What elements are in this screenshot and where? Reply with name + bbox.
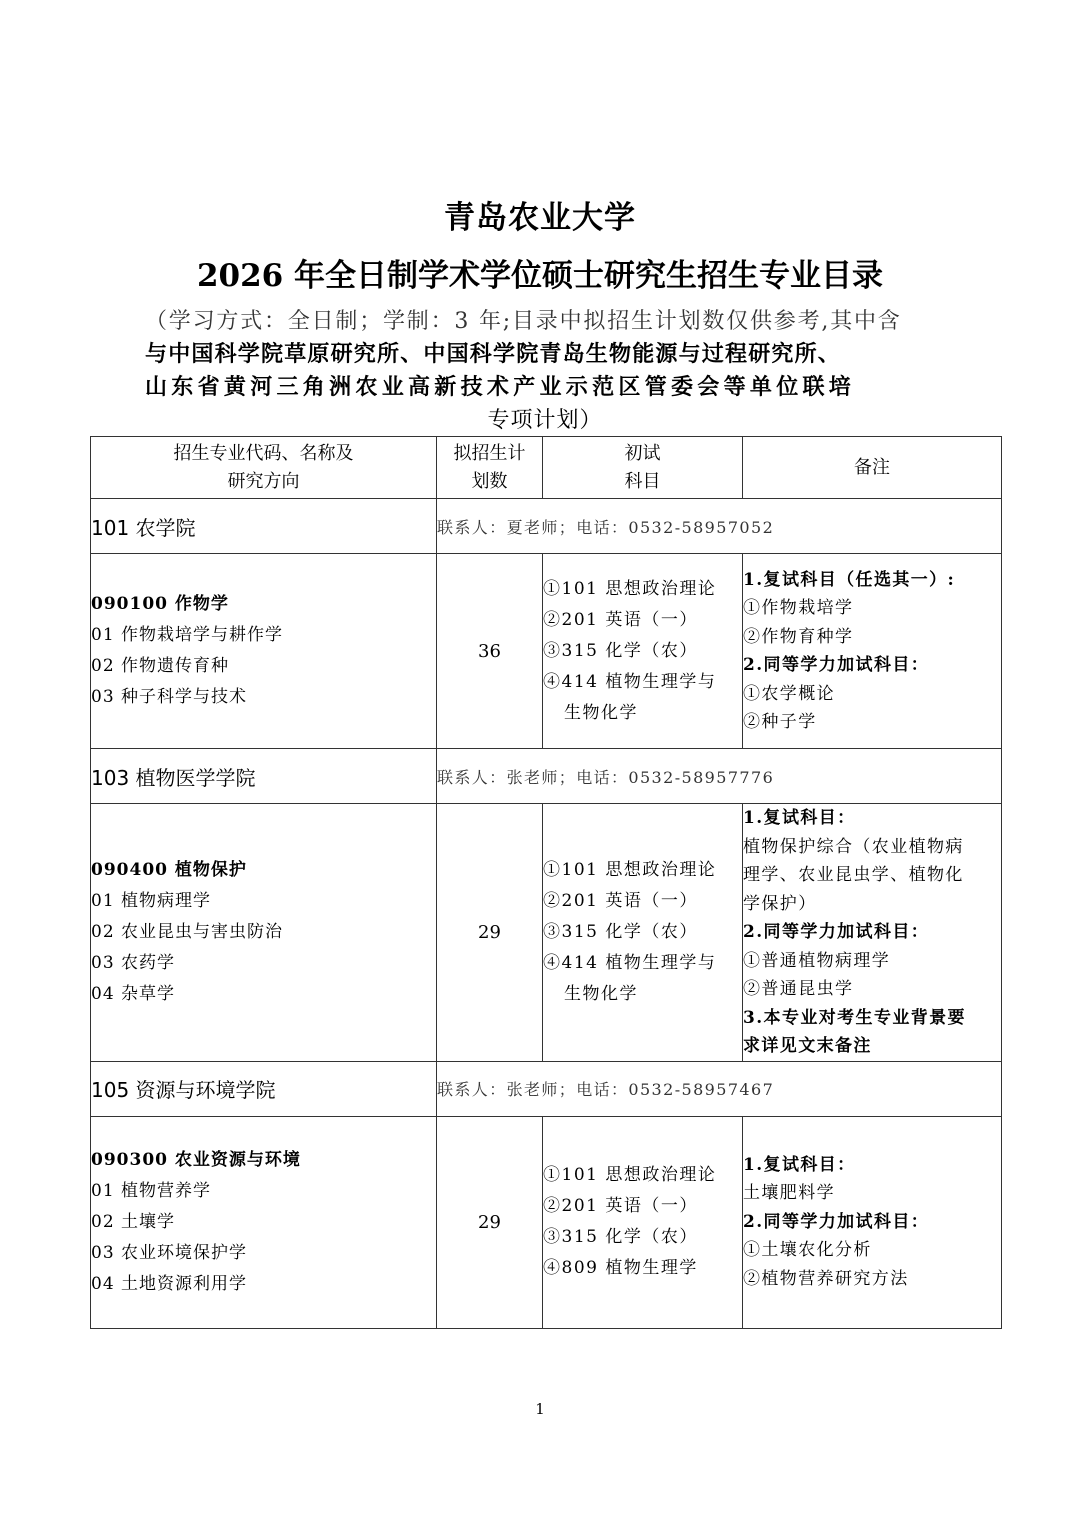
- notes-cell: [743, 804, 1002, 1062]
- institute-contact: 联系人：张老师；电话：0532-58957467: [437, 1061, 1002, 1116]
- major-title: 090300 农业资源与环境: [91, 1149, 301, 1170]
- note-line: ②普通昆虫学: [743, 979, 854, 999]
- major-cell: [91, 1116, 437, 1328]
- note-line: ②种子学: [743, 712, 817, 732]
- note-line: 土壤肥料学: [743, 1183, 835, 1204]
- major-title: 090400 植物保护: [91, 859, 247, 880]
- research-direction: 01 植物营养学: [91, 1180, 212, 1201]
- header-exam: [543, 437, 743, 499]
- note-line: 植物保护综合（农业植物病: [743, 836, 964, 857]
- research-direction: 02 土壤学: [91, 1211, 176, 1232]
- research-direction: 03 农药学: [91, 952, 176, 973]
- notes-cell: [743, 1116, 1002, 1328]
- major-cell: [91, 804, 437, 1062]
- note-line: 1.复试科目（任选其一）:: [743, 569, 956, 590]
- header-notes: [743, 437, 1002, 499]
- exam-subject: ①101 思想政治理论: [543, 859, 717, 880]
- research-direction: 03 种子科学与技术: [91, 687, 248, 707]
- note-line: 理学、农业昆虫学、植物化: [743, 865, 964, 885]
- note-line: （学习方式：全日制；学制：3 年;目录中拟招生计划数仅供参考,其中含: [145, 309, 902, 334]
- note-line: ①农学概论: [743, 683, 835, 704]
- note-line: 3.本专业对考生专业背景要: [743, 1007, 966, 1028]
- research-direction: 03 农业环境保护学: [91, 1242, 248, 1263]
- exam-subjects: [543, 804, 743, 1062]
- exam-subject: ②201 英语（一）: [543, 609, 698, 630]
- institute-contact: 联系人：夏老师；电话：0532-58957052: [437, 499, 1002, 554]
- exam-subject: ③315 化学（农）: [543, 1227, 698, 1247]
- header-text: 研究方向: [227, 470, 300, 492]
- major-cell: [91, 554, 437, 749]
- exam-subject: ①101 思想政治理论: [543, 1165, 717, 1185]
- research-direction: 01 植物病理学: [91, 890, 212, 911]
- note-line: ②植物营养研究方法: [743, 1268, 909, 1289]
- header-quota: [437, 437, 543, 499]
- research-direction: 04 杂草学: [91, 983, 176, 1004]
- note-line: 求详见文末备注: [743, 1036, 872, 1056]
- header-text: 初试: [624, 442, 661, 464]
- enrollment-catalog-table: [90, 436, 1002, 1329]
- exam-subject: ④809 植物生理学: [543, 1258, 698, 1278]
- note-line: 1.复试科目：: [743, 808, 856, 828]
- note-line: 与中国科学院草原研究所、中国科学院青岛生物能源与过程研究所、: [145, 341, 842, 367]
- exam-subject: ④414 植物生理学与: [543, 671, 717, 692]
- note-line: 2.同等学力加试科目：: [743, 922, 930, 942]
- note-line: 山东省黄河三角洲农业高新技术产业示范区管委会等单位联培: [145, 374, 856, 400]
- note-line: 学保护）: [743, 893, 817, 914]
- note-line: ②作物育种学: [743, 626, 854, 647]
- institute-row: [91, 749, 1002, 804]
- note-line: 2.同等学力加试科目：: [743, 1211, 930, 1232]
- note-line: ①普通植物病理学: [743, 950, 891, 971]
- major-row: [91, 804, 1002, 1062]
- research-direction: 01 作物栽培学与耕作学: [91, 625, 284, 645]
- table-header-row: [91, 437, 1002, 499]
- quota-value: 29: [437, 804, 543, 1062]
- institute-row: [91, 499, 1002, 554]
- header-text: 招生专业代码、名称及: [173, 442, 354, 464]
- quota-value: 36: [437, 554, 543, 749]
- note-line: ①作物栽培学: [743, 598, 854, 618]
- header-major: [91, 437, 437, 499]
- exam-subject: ②201 英语（一）: [543, 1196, 698, 1216]
- institute-name: 105 资源与环境学院: [91, 1061, 437, 1116]
- page-number: 1: [535, 1400, 545, 1418]
- header-text: 划数: [471, 470, 508, 492]
- exam-subject: 生物化学: [564, 702, 638, 723]
- exam-subject: ③315 化学（农）: [543, 640, 698, 661]
- exam-subject: ①101 思想政治理论: [543, 578, 717, 599]
- exam-subject: ②201 英语（一）: [543, 890, 698, 911]
- major-title: 090100 作物学: [91, 594, 229, 614]
- note-line: 专项计划）: [487, 408, 603, 433]
- notes-cell: [743, 554, 1002, 749]
- university-title: 青岛农业大学: [444, 200, 636, 236]
- institute-name: 101 农学院: [91, 499, 437, 554]
- institute-contact: 联系人：张老师；电话：0532-58957776: [437, 749, 1002, 804]
- study-mode-note: [145, 305, 945, 437]
- research-direction: 02 作物遗传育种: [91, 656, 230, 676]
- exam-subjects: [543, 554, 743, 749]
- exam-subjects: [543, 1116, 743, 1328]
- note-line: 1.复试科目：: [743, 1154, 856, 1175]
- catalog-title: 2026 年全日制学术学位硕士研究生招生专业目录: [196, 258, 884, 294]
- header-text: 拟招生计: [453, 442, 526, 464]
- quota-value: 29: [437, 1116, 543, 1328]
- note-line: ①土壤农化分析: [743, 1240, 872, 1261]
- research-direction: 04 土地资源利用学: [91, 1273, 248, 1294]
- header-text: 备注: [854, 456, 890, 478]
- exam-subject: ④414 植物生理学与: [543, 952, 717, 973]
- exam-subject: 生物化学: [564, 983, 638, 1004]
- exam-subject: ③315 化学（农）: [543, 921, 698, 942]
- major-row: [91, 554, 1002, 749]
- research-direction: 02 农业昆虫与害虫防治: [91, 921, 284, 942]
- header-text: 科目: [624, 470, 661, 492]
- institute-row: [91, 1061, 1002, 1116]
- institute-name: 103 植物医学学院: [91, 749, 437, 804]
- major-row: [91, 1116, 1002, 1328]
- note-line: 2.同等学力加试科目：: [743, 655, 930, 675]
